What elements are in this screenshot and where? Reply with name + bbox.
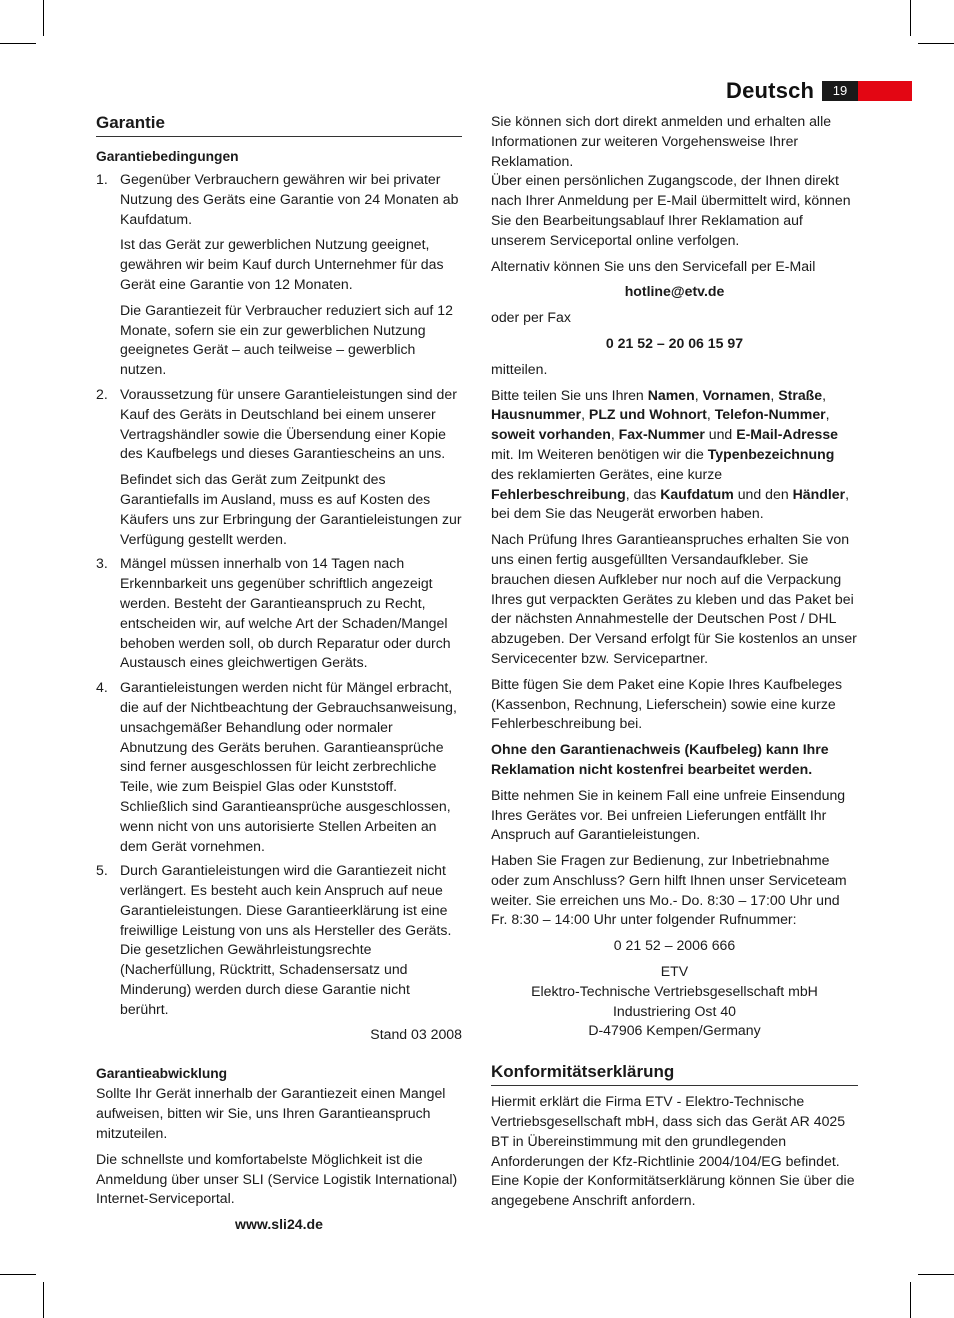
- conformity-text: Hiermit erklärt die Firma ETV - Elektro-Technische Vertriebsgesellschaft mbH, dass sich das Gerät AR 4025 BT in Übereinstimmung mit den grundlegenden Anforderungen der Kfz-Richtlinie 2004/104/EG befindet.: [491, 1093, 846, 1169]
- service-text: Sie können sich dort direkt anmelden und erhalten alle Informationen zur weiteren Vorgehensweise Ihrer Reklamation.: [491, 113, 832, 169]
- condition-text: Ist das Gerät zur gewerblichen Nutzung geeignet, gewähren wir beim Kauf durch Unternehmer für das Gerät eine Garantie von 12 Monaten.: [120, 236, 444, 292]
- data-request-text: Bitte teilen Sie uns Ihren Namen, Vornamen, Straße, Hausnummer, PLZ und Wohnort, Telefon-Nummer, soweit vorhanden, Fax-Nummer und E-Mail-Adresse mit. Im Weiteren benötigen wir die Typenbezeichnung des reklamierten Gerätes, eine kurze Fehlerbeschreibung, das Kaufdatum und den Händler, bei dem Sie das Neugerät erworben haben.: [491, 386, 849, 522]
- conformity-heading: Konformitätserklärung: [491, 1061, 858, 1086]
- address-line: ETV: [660, 963, 689, 980]
- email-link[interactable]: hotline@etv.de: [624, 283, 725, 300]
- condition-number: 1.: [96, 171, 108, 187]
- condition-item: [96, 385, 462, 549]
- page-number: 19: [822, 81, 858, 101]
- condition-number: 4.: [96, 679, 108, 696]
- condition-item: [96, 861, 462, 1019]
- right-column: [491, 112, 858, 1211]
- condition-item: [96, 554, 462, 673]
- warning-text: Ohne den Garantienachweis (Kaufbeleg) kann Ihre Reklamation nicht kostenfrei bearbeitet werden.: [491, 741, 829, 777]
- crop-mark: [910, 0, 911, 36]
- address-line: Industriering Ost 40: [613, 1002, 736, 1019]
- address-line: D-47906 Kempen/Germany: [588, 1022, 761, 1039]
- address-line: Elektro-Technische Vertriebsgesellschaft mbH: [531, 982, 818, 999]
- handling-heading: Garantieabwicklung: [96, 1066, 228, 1082]
- condition-item: [96, 678, 462, 856]
- crop-mark: [910, 1282, 911, 1318]
- crop-mark: [918, 43, 954, 44]
- condition-text: Gegenüber Verbrauchern gewähren wir bei privater Nutzung des Geräts eine Garantie von 24 Monaten ab Kaufdatum.: [120, 171, 459, 227]
- condition-text: Die Garantiezeit für Verbraucher reduziert sich auf 12 Monate, sofern sie ein zur gewerblichen Nutzung geeignetes Gerät – auch teilweise – gewerblich nutzen.: [120, 301, 453, 378]
- service-text: Nach Prüfung Ihres Garantieanspruches erhalten Sie von uns einen fertig ausgefüllten Versandaufkleber. Sie brauchen diesen Aufkleber nur noch auf die Verpackung Ihres gut verpackten Gerätes zu kleben und das Paket bei der nächsten Annahmestelle der Deutschen Post / DHL abzugeben. Der Versand erfolgt für Sie kostenlos an unser Servicecenter bzw. Servicepartner.: [491, 531, 857, 666]
- crop-mark: [43, 0, 44, 36]
- hotline-phone: 0 21 52 – 2006 666: [613, 937, 736, 954]
- portal-url-link[interactable]: www.sli24.de: [235, 1216, 323, 1233]
- condition-text: Mängel müssen innerhalb von 14 Tagen nach Erkennbarkeit uns gegenüber schriftlich angezeigt werden. Besteht der Garantieanspruch zu Recht, entscheiden wir, auf welche Art der Schaden/Mangel behoben werden soll, ob durch Reparatur oder durch Austausch eines gleichwertigen Geräts.: [120, 555, 451, 671]
- fax-intro: oder per Fax: [491, 309, 571, 326]
- company-address: [491, 962, 858, 1041]
- left-column: [96, 112, 462, 1235]
- conditions-heading: Garantiebedingungen: [96, 149, 239, 164]
- service-text: Bitte fügen Sie dem Paket eine Kopie Ihres Kaufbeleges (Kassenbon, Rechnung, Lieferschein) sowie eine kurze Fehlerbeschreibung bei.: [491, 675, 843, 732]
- condition-text: Befindet sich das Gerät zum Zeitpunkt des Garantiefalls im Ausland, muss es auf Kosten des Käufers uns zur Erbringung der Garantieleistungen zur Verfügung gestellt werden.: [120, 471, 462, 547]
- stand-date: Stand 03 2008: [370, 1025, 462, 1042]
- condition-text: Voraussetzung für unsere Garantieleistungen sind der Kauf des Geräts in Deutschland bei einem unserer Vertragshändler sowie die Übersendung einer Kopie des Kaufbelegs und dieses Garantiescheins an uns.: [120, 385, 457, 462]
- service-text: Alternativ können Sie uns den Servicefall per E-Mail: [491, 257, 816, 274]
- condition-number: 5.: [96, 862, 108, 879]
- condition-text: Garantieleistungen werden nicht für Mängel erbracht, die auf der Nichtbeachtung der Gebrauchsanweisung, unsachgemäßer Behandlung oder normaler Abnutzung des Geräts beruhen. Garantieansprüche sind ferner ausgeschlossen für leicht zerbrechliche Teile, wie zum Beispiel Glas oder Kunststoff. Schließlich sind Garantieansprüche ausgeschlossen, wenn nicht von uns autorisierte Stellen Arbeiten an dem Gerät vornehmen.: [120, 679, 457, 854]
- service-text: Haben Sie Fragen zur Bedienung, zur Inbetriebnahme oder zum Anschluss? Gern hilft Ihnen unser Serviceteam weiter. Sie erreichen uns Mo.- Do. 8:30 – 17:00 Uhr und Fr. 8:30 – 14:00 Uhr unter folgender Rufnummer:: [491, 852, 847, 928]
- handling-text: Sollte Ihr Gerät innerhalb der Garantiezeit einen Mangel aufweisen, bitten wir Sie, uns Ihren Garantieanspruch mitzuteilen.: [96, 1085, 446, 1142]
- conditions-list: [96, 170, 462, 1020]
- crop-mark: [0, 1274, 36, 1275]
- crop-mark: [0, 43, 36, 44]
- fax-number: 0 21 52 – 20 06 15 97: [605, 334, 744, 351]
- service-text: Bitte nehmen Sie in keinem Fall eine unfreie Einsendung Ihres Gerätes vor. Bei unfreien Lieferungen entfällt Ihr Anspruch auf Garantieleistungen.: [491, 786, 846, 843]
- service-text: Über einen persönlichen Zugangscode, der Ihnen direkt nach Ihrer Anmeldung per E-Mail übermittelt wird, können Sie den Bearbeitungsablauf Ihrer Reklamation auf unserem Serviceportal online verfolgen.: [491, 172, 851, 248]
- crop-mark: [43, 1282, 44, 1318]
- language-title: Deutsch: [726, 78, 815, 103]
- crop-mark: [918, 1274, 954, 1275]
- condition-item: [96, 170, 462, 380]
- garantie-heading: Garantie: [96, 112, 462, 137]
- conformity-text: Eine Kopie der Konformitätserklärung können Sie über die angegebene Anschrift anfordern.: [491, 1172, 855, 1209]
- condition-number: 2.: [96, 385, 108, 402]
- service-text: mitteilen.: [491, 360, 548, 377]
- page-number-badge: [822, 81, 912, 101]
- condition-number: 3.: [96, 555, 108, 572]
- condition-text: Durch Garantieleistungen wird die Garantiezeit nicht verlängert. Es besteht auch kein Anspruch auf neue Garantieleistungen. Diese Garantieerklärung ist eine freiwillige Leistung von uns als Hersteller des Geräts. Die gesetzlichen Gewährleistungsrechte (Nacherfüllung, Rücktritt, Schadensersatz und Minderung) werden durch diese Garantie nicht berührt.: [120, 862, 452, 1017]
- handling-text: Die schnellste und komfortabelste Möglichkeit ist die Anmeldung über unser SLI (Service Logistik International) Internet-Serviceportal.: [96, 1150, 458, 1207]
